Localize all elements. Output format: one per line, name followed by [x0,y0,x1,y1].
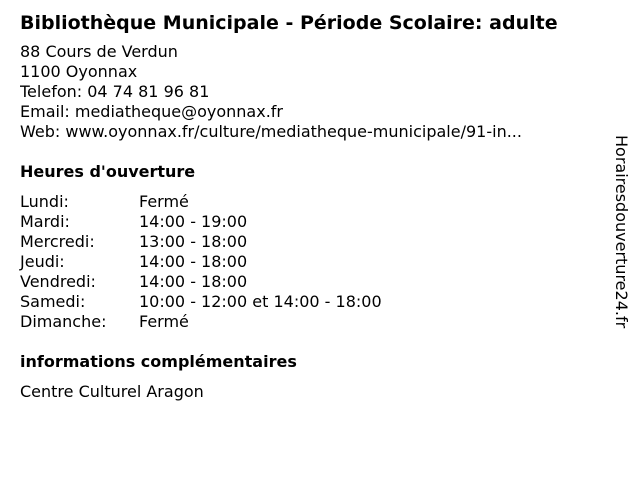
website: Web: www.oyonnax.fr/culture/mediatheque-municipale/91-in... [20,122,522,141]
street-address: 88 Cours de Verdun [20,42,178,61]
day-time: 14:00 - 18:00 [139,252,248,271]
day-time: Fermé [139,312,189,331]
day-time: 13:00 - 18:00 [139,232,248,251]
day-label: Mercredi: [20,232,95,251]
phone: Telefon: 04 74 81 96 81 [20,82,210,101]
city: 1100 Oyonnax [20,62,138,81]
hours-heading: Heures d'ouverture [20,162,196,181]
hours-row-lundi [20,192,590,212]
day-label: Mardi: [20,212,70,231]
day-time: 14:00 - 18:00 [139,272,248,291]
info-heading: informations complémentaires [20,352,297,371]
content [20,10,590,402]
hours-row-mardi [20,212,590,232]
hours-row-vendredi [20,272,590,292]
page-title: Bibliothèque Municipale - Période Scolaire: adulte [20,12,558,34]
hours-row-mercredi [20,232,590,252]
day-label: Samedi: [20,292,86,311]
day-label: Dimanche: [20,312,107,331]
site-watermark: Horairesdouverture24.fr [612,135,631,329]
day-label: Lundi: [20,192,69,211]
day-label: Vendredi: [20,272,96,291]
day-time: 14:00 - 19:00 [139,212,248,231]
info-text: Centre Culturel Aragon [20,382,204,401]
hours-row-samedi [20,292,590,312]
email: Email: mediatheque@oyonnax.fr [20,102,283,121]
hours-table [20,192,590,332]
day-label: Jeudi: [20,252,65,271]
day-time: Fermé [139,192,189,211]
address-block [20,42,590,142]
hours-row-dimanche [20,312,590,332]
hours-row-jeudi [20,252,590,272]
day-time: 10:00 - 12:00 et 14:00 - 18:00 [139,292,382,311]
